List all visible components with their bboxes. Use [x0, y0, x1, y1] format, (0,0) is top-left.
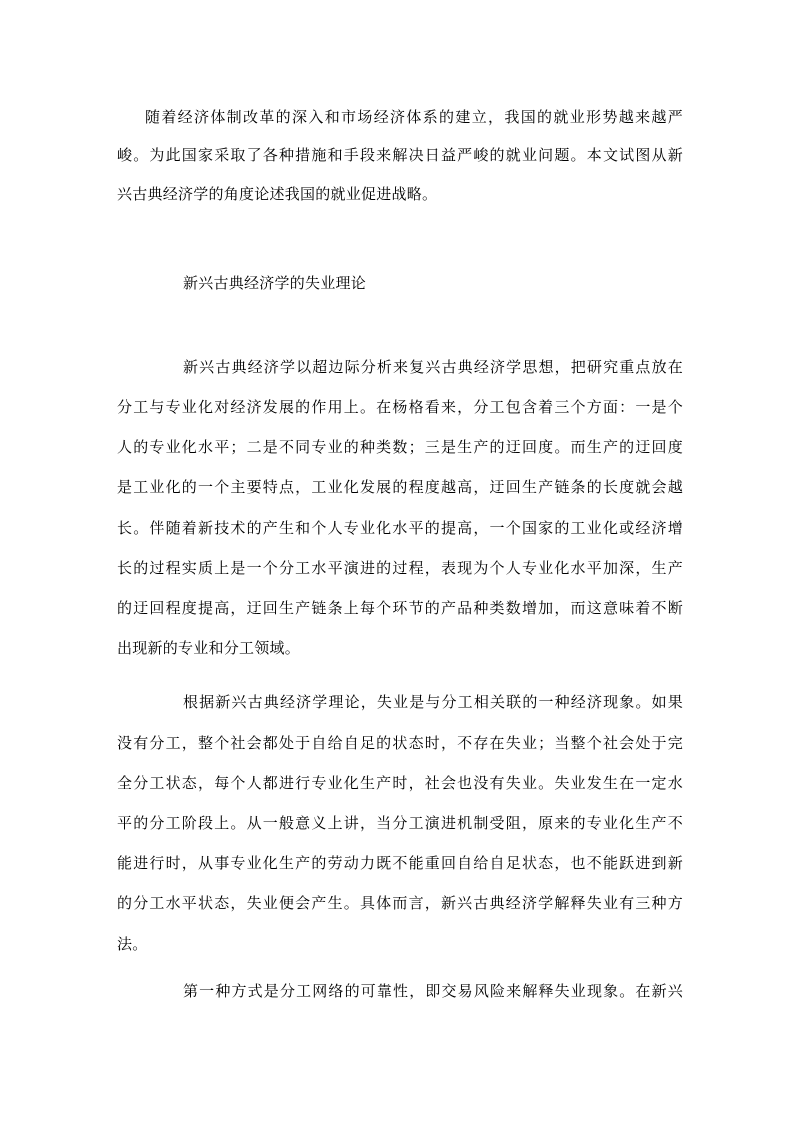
paragraph-line: 平的分工阶段上。从一般意义上讲，当分工演进机制受阻，原来的专业化生产不	[117, 814, 683, 832]
paragraph-line: 是工业化的一个主要特点，工业化发展的程度越高，迂回生产链条的长度就会越	[117, 478, 683, 496]
paragraph-line: 的分工水平状态，失业便会产生。具体而言，新兴古典经济学解释失业有三种方	[117, 894, 683, 912]
paragraph-line: 法。	[117, 935, 148, 953]
paragraph-line: 出现新的专业和分工领域。	[117, 639, 301, 657]
paragraph-line: 兴古典经济学的角度论述我国的就业促进战略。	[117, 185, 438, 203]
paragraph-line: 峻。为此国家采取了各种措施和手段来解决日益严峻的就业问题。本文试图从新	[117, 146, 683, 164]
paragraph-line: 新兴古典经济学以超边际分析来复兴古典经济学思想，把研究重点放在	[183, 358, 683, 376]
paragraph-line: 根据新兴古典经济学理论，失业是与分工相关联的一种经济现象。如果	[183, 693, 683, 711]
paragraph-line: 能进行时，从事专业化生产的劳动力既不能重回自给自足状态，也不能跃进到新	[117, 854, 683, 872]
paragraph-line: 随着经济体制改革的深入和市场经济体系的建立，我国的就业形势越来越严	[145, 108, 683, 126]
paragraph-line: 人的专业化水平；二是不同专业的种类数；三是生产的迂回度。而生产的迂回度	[117, 438, 683, 456]
paragraph-line: 长的过程实质上是一个分工水平演进的过程，表现为个人专业化水平加深，生产	[117, 559, 683, 577]
paragraph-line: 没有分工，整个社会都处于自给自足的状态时，不存在失业；当整个社会处于完	[117, 734, 683, 752]
paragraph-line: 全分工状态，每个人都进行专业化生产时，社会也没有失业。失业发生在一定水	[117, 774, 683, 792]
paragraph-line: 分工与专业化对经济发展的作用上。在杨格看来，分工包含着三个方面：一是个	[117, 398, 683, 416]
section-heading: 新兴古典经济学的失业理论	[183, 274, 367, 292]
paragraph-line: 第一种方式是分工网络的可靠性，即交易风险来解释失业现象。在新兴	[183, 982, 683, 1000]
paragraph-line: 的迂回程度提高，迂回生产链条上每个环节的产品种类数增加，而这意味着不断	[117, 599, 683, 617]
paragraph-line: 长。伴随着新技术的产生和个人专业化水平的提高，一个国家的工业化或经济增	[117, 519, 683, 537]
